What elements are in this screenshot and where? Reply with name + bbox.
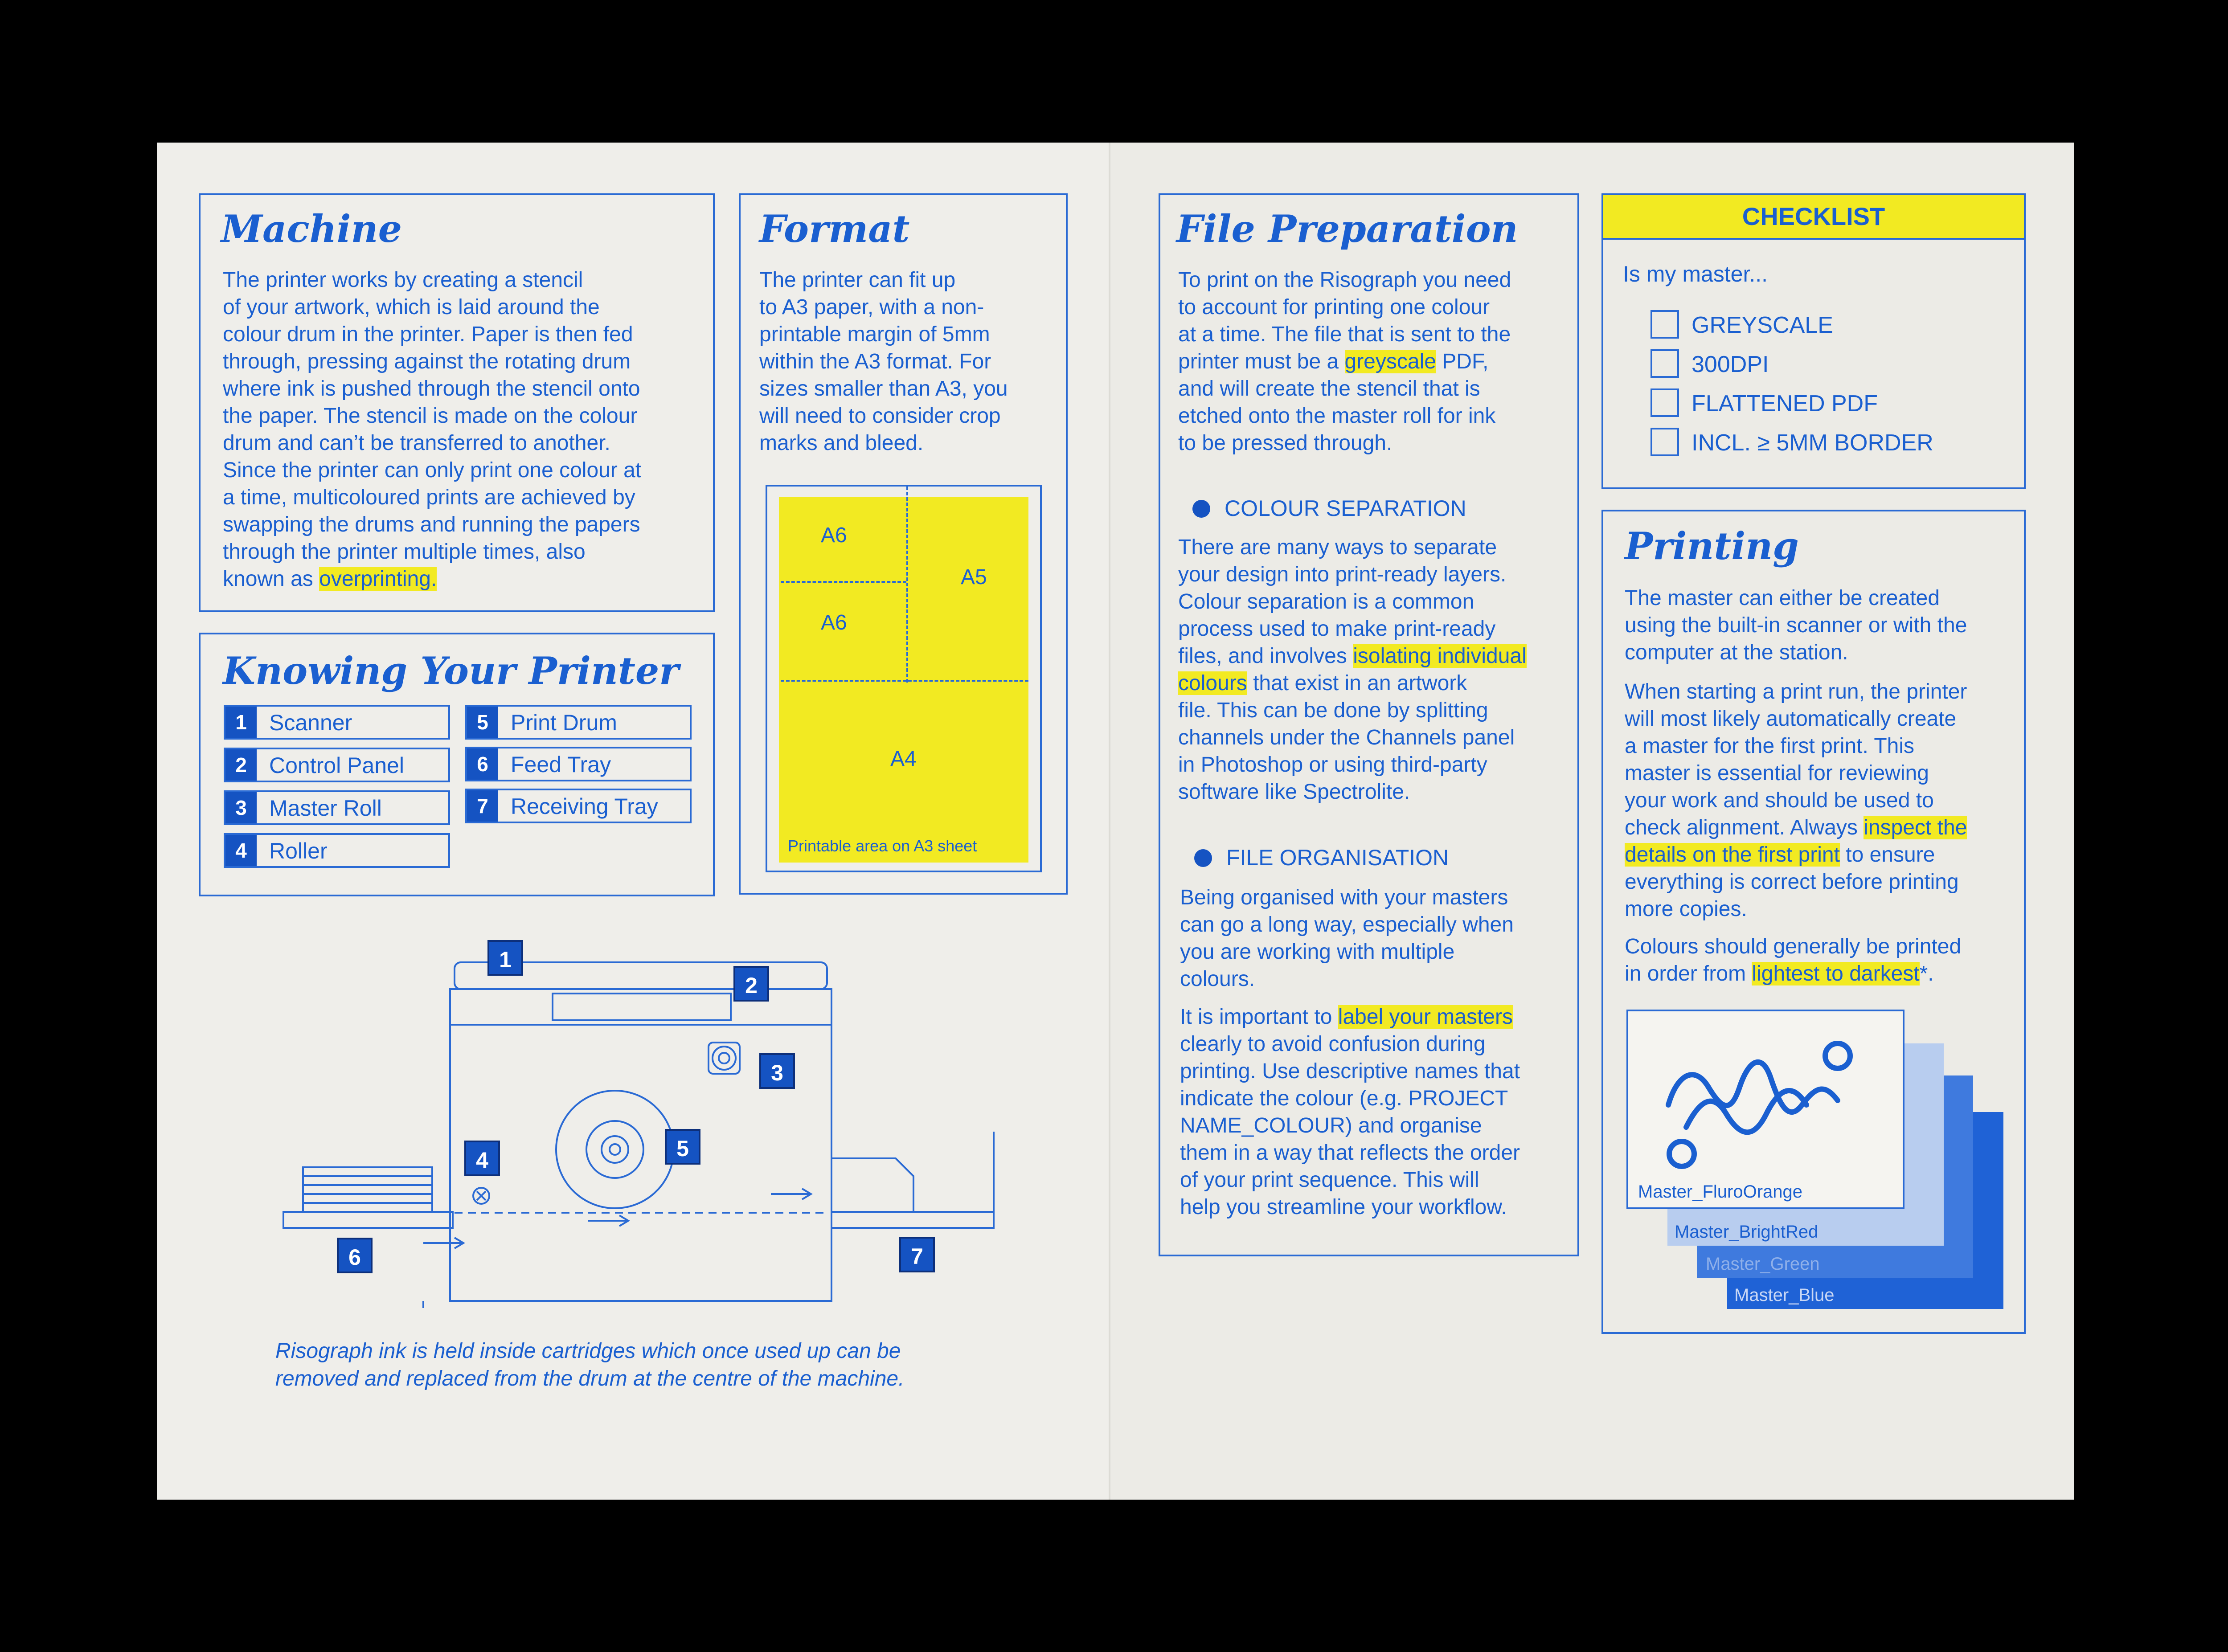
printing-p1: The master can either be created using the built-in scanner or with the computer at the station. — [1625, 586, 1967, 664]
legend-label: Roller — [269, 838, 328, 863]
checklist-header — [1603, 195, 2024, 240]
printing-p3-text: Colours should generally be printed in order from — [1625, 935, 1962, 985]
illustration-caption: Risograph ink is held inside cartridges which once used up can be removed and replaced from the drum at the centre of the machine. — [275, 1339, 905, 1390]
squiggle-artwork — [1659, 1038, 1864, 1172]
master-label-red: Master_BrightRed — [1675, 1222, 1818, 1242]
highlight-overprinting: overprinting. — [319, 567, 437, 591]
dashed-horizontal-a4 — [781, 680, 1028, 682]
bullet-icon — [1194, 849, 1212, 867]
format-body: The printer can fit up to A3 paper, with a non- printable margin of 5mm within the A3 format. For sizes smaller than A3, you will need to consider crop marks and bleed. — [759, 268, 1008, 455]
colour-separation-body — [1178, 534, 1570, 806]
highlight-label-masters: label your masters — [1338, 1005, 1513, 1029]
legend-label: Master Roll — [269, 796, 382, 821]
legend-number: 2 — [225, 749, 257, 781]
printing-p3-end: *. — [1919, 962, 1934, 985]
legend-item-feed-tray — [465, 747, 692, 781]
colour-separation-text: There are many ways to separate your design into print-ready layers. Colour separation is a common process used to make print-ready files, and involves — [1178, 536, 1507, 668]
label-masters-body — [1180, 1003, 1572, 1221]
callout-1: 1 — [487, 940, 523, 976]
legend-label: Receiving Tray — [511, 794, 658, 819]
master-label-orange: Master_FluroOrange — [1638, 1182, 1803, 1202]
callout-6: 6 — [337, 1238, 373, 1273]
printing-p2 — [1625, 678, 2017, 923]
highlight-inspect-details: inspect the details on the first print — [1625, 816, 1967, 867]
legend-item-control-panel — [224, 748, 450, 782]
legend-item-roller — [224, 833, 450, 868]
checklist-item-300dpi: 300DPI — [1691, 352, 1769, 377]
format-title: Format — [759, 207, 910, 251]
legend-number: 5 — [467, 707, 498, 738]
legend-number: 7 — [467, 790, 498, 822]
file-organisation-heading: FILE ORGANISATION — [1226, 845, 1449, 870]
colour-separation-end: that exist in an artwork file. This can be done by splitting channels under the Channels panel in Photoshop or using third-party software like Spectrolite. — [1178, 671, 1515, 804]
knowing-title: Knowing Your Printer — [223, 649, 679, 693]
machine-body — [223, 266, 709, 593]
file-organisation-body: Being organised with your masters can go a long way, especially when you are working with multiple colours. — [1180, 886, 1514, 991]
highlight-isolating-colours: isolating individual colours — [1178, 644, 1527, 695]
legend-item-master-roll — [224, 790, 450, 825]
checkbox-300dpi[interactable] — [1651, 349, 1679, 378]
label-a6-top: A6 — [821, 523, 847, 547]
checklist-title: CHECKLIST — [1742, 202, 1885, 230]
master-label-blue: Master_Blue — [1734, 1285, 1835, 1305]
printing-p2-text: When starting a print run, the printer will most likely automatically create a master for the first print. This master is essential for reviewing your work and should be used to check alignment. Always — [1625, 680, 1967, 839]
label-masters-text: It is important to — [1180, 1005, 1338, 1029]
callout-3: 3 — [759, 1053, 795, 1089]
file-prep-intro-text: To print on the Risograph you need to account for printing one colour at a time. The file that is sent to the printer must be a — [1178, 268, 1511, 373]
legend-item-receiving-tray — [465, 789, 692, 823]
checklist-item-border: INCL. ≥ 5MM BORDER — [1691, 430, 1933, 456]
machine-title: Machine — [221, 207, 402, 251]
label-a5: A5 — [961, 565, 987, 589]
legend-number: 4 — [225, 835, 257, 866]
checklist-item-greyscale: GREYSCALE — [1691, 312, 1833, 338]
legend-label: Control Panel — [269, 753, 404, 778]
legend-number: 6 — [467, 748, 498, 780]
label-masters-end: clearly to avoid confusion during printing. Use descriptive names that indicate the colour (e.g. PROJECT NAME_COLOUR) and organise them in a way that reflects the order of your print sequence. This will help you streamline your workflow. — [1180, 1032, 1520, 1219]
highlight-lightest-darkest: lightest to darkest — [1752, 962, 1920, 985]
paper-stack — [303, 1167, 432, 1212]
feed-tray — [283, 1212, 453, 1228]
checkbox-border[interactable] — [1651, 428, 1679, 456]
callout-2: 2 — [733, 966, 769, 1002]
legend-item-scanner — [224, 705, 450, 740]
legend-label: Print Drum — [511, 710, 617, 735]
colour-separation-heading: COLOUR SEPARATION — [1225, 496, 1466, 521]
callout-5: 5 — [665, 1129, 700, 1165]
checkbox-greyscale[interactable] — [1651, 310, 1679, 339]
file-prep-title: File Preparation — [1176, 207, 1518, 251]
bullet-icon — [1192, 500, 1210, 518]
legend-label: Feed Tray — [511, 752, 611, 777]
checklist-item-flattened-pdf: FLATTENED PDF — [1691, 391, 1878, 417]
dashed-vertical — [906, 487, 908, 683]
callout-7: 7 — [899, 1237, 935, 1272]
printing-title: Printing — [1625, 524, 1799, 568]
file-prep-intro-end: PDF, and will create the stencil that is etched onto the master roll for ink to be pressed through. — [1178, 350, 1496, 455]
checkbox-flattened-pdf[interactable] — [1651, 388, 1679, 417]
callout-4: 4 — [464, 1141, 500, 1176]
legend-number: 3 — [225, 792, 257, 823]
file-prep-intro — [1178, 266, 1570, 457]
print-drum — [556, 1091, 674, 1208]
highlight-greyscale: greyscale — [1344, 350, 1436, 373]
master-sheet-orange — [1626, 1010, 1904, 1209]
machine-body-text: The printer works by creating a stencil of your artwork, which is laid around the colour drum in the printer. Paper is then fed through, pressing against the rotating drum where ink is pushed through the stencil onto the paper. The stencil is made on the colour drum and can’t be transferred to another. Since the printer can only print one colour at a time, multicoloured prints are achieved by swapping the drums and running the papers through the printer multiple times, also known as — [223, 268, 642, 591]
legend-number: 1 — [225, 707, 257, 738]
printable-area-caption: Printable area on A3 sheet — [788, 837, 977, 855]
checklist-prompt: Is my master... — [1623, 262, 1768, 286]
legend-label: Scanner — [269, 710, 352, 735]
printing-p2-end: to ensure everything is correct before printing more copies. — [1625, 843, 1959, 921]
center-fold — [1109, 143, 1110, 1500]
dashed-horizontal-a6 — [781, 581, 906, 583]
printer-body — [450, 989, 831, 1301]
control-panel — [553, 994, 731, 1020]
legend-item-print-drum — [465, 705, 692, 740]
paper-size-diagram — [766, 485, 1042, 872]
label-a4: A4 — [890, 747, 917, 771]
master-label-green: Master_Green — [1706, 1254, 1820, 1274]
printing-p3 — [1625, 933, 2017, 987]
label-a6-bottom: A6 — [821, 611, 847, 634]
